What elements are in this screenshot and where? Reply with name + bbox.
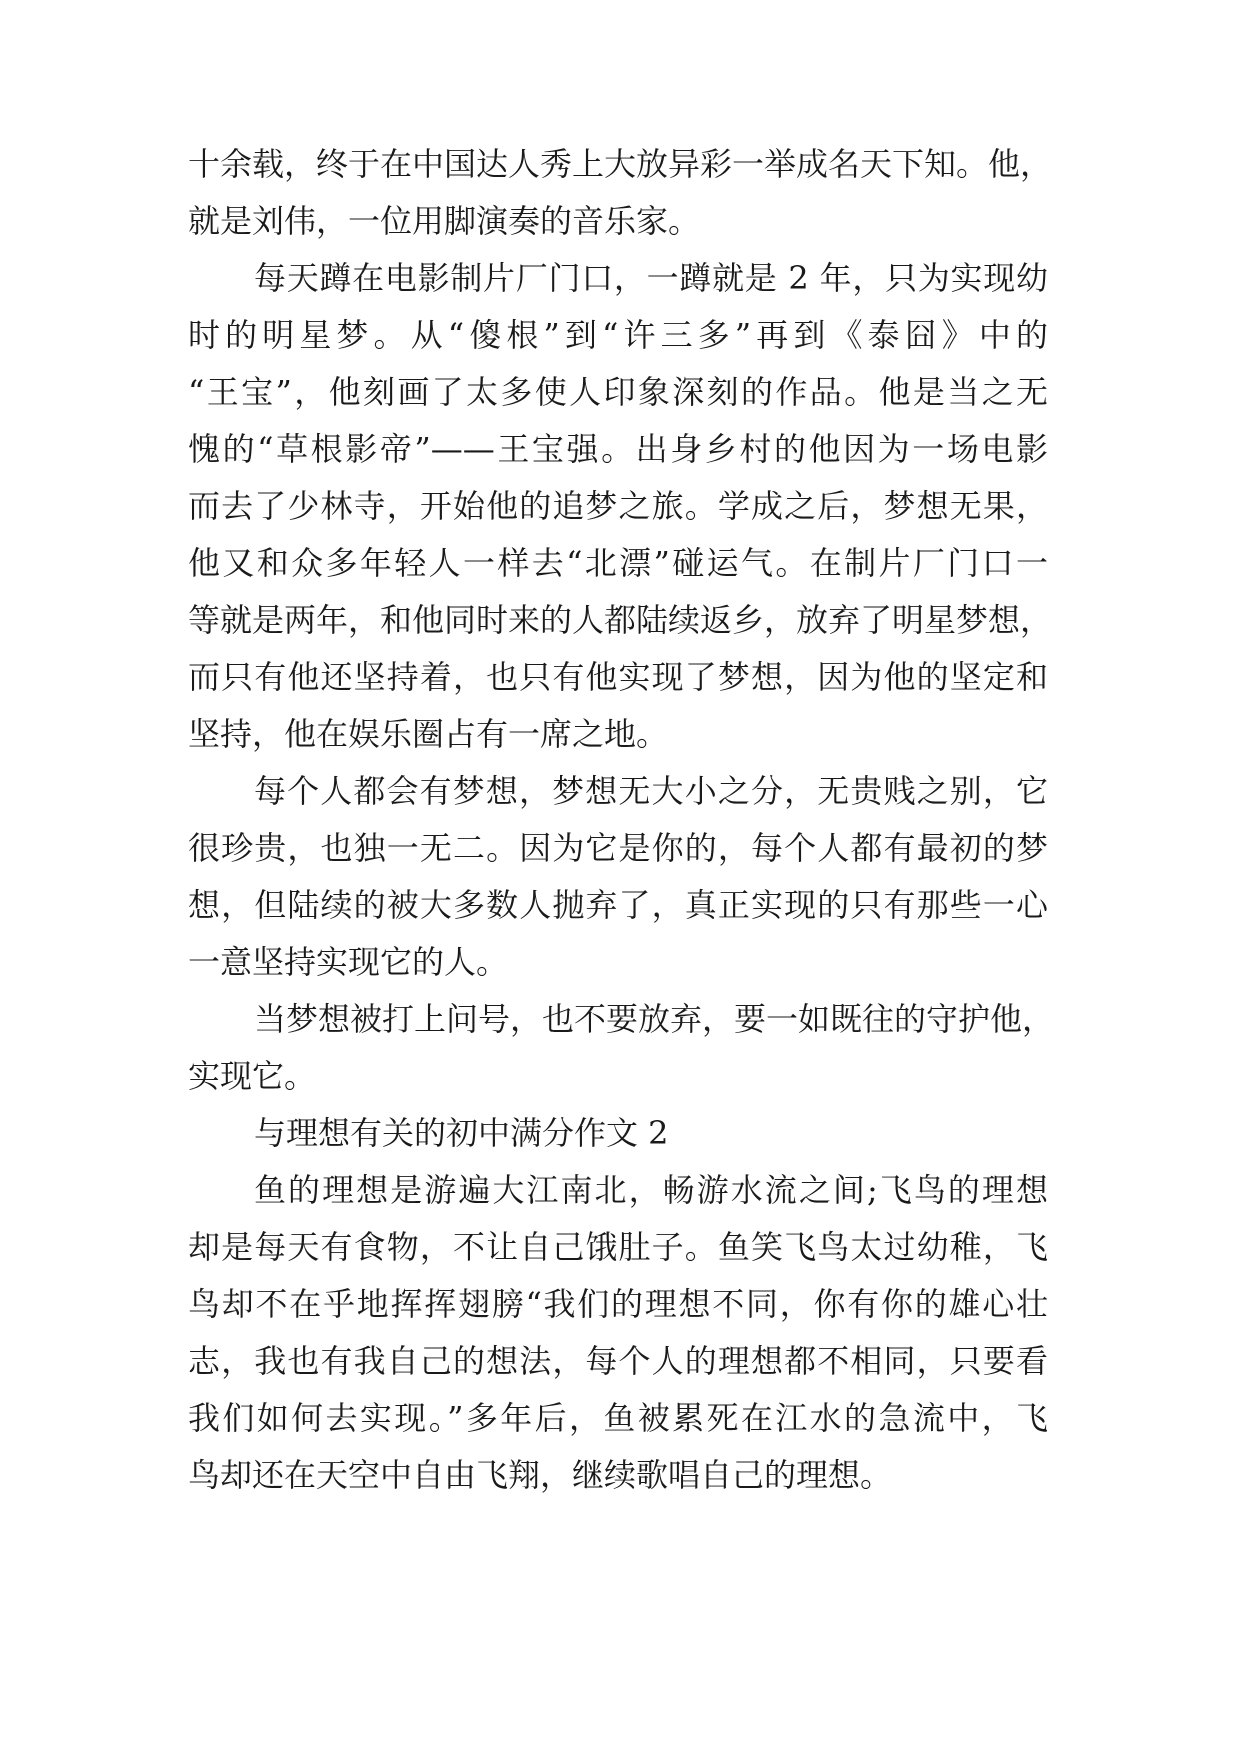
text-line: 每个人都会有梦想，梦想无大小之分，无贵贱之别，它 [254,772,1048,810]
text-line: 当梦想被打上问号，也不要放弃，要一如既往的守护他， [254,1000,1055,1038]
text-line: 我们如何去实现。”多年后，鱼被累死在江水的急流中，飞 [188,1399,1048,1437]
text-line: 愧的“草根影帝”——王宝强。出身乡村的他因为一场电影 [188,430,1048,468]
text-line: 坚持，他在娱乐圈占有一席之地。 [188,715,669,753]
text-line: 志，我也有我自己的想法，每个人的理想都不相同，只要看 [188,1342,1048,1380]
section-heading: 与理想有关的初中满分作文 2 [254,1114,669,1152]
text-line: 每天蹲在电影制片厂门口，一蹲就是 2 年，只为实现幼 [254,259,1048,297]
text-line: 却是每天有食物，不让自己饿肚子。鱼笑飞鸟太过幼稚，飞 [188,1228,1048,1266]
text-line: 就是刘伟，一位用脚演奏的音乐家。 [188,202,701,240]
text-line: 鸟却还在天空中自由飞翔，继续歌唱自己的理想。 [188,1456,893,1494]
text-line: 而去了少林寺，开始他的追梦之旅。学成之后，梦想无果， [188,487,1048,525]
text-line: 时的明星梦。从“傻根”到“许三多”再到《泰囧》中的 [188,316,1048,354]
text-line: 等就是两年，和他同时来的人都陆续返乡，放弃了明星梦想， [188,601,1053,639]
text-line: 实现它。 [188,1057,317,1095]
text-line: 很珍贵，也独一无二。因为它是你的，每个人都有最初的梦 [188,829,1048,867]
text-line: 鱼的理想是游遍大江南北，畅游水流之间;飞鸟的理想 [254,1171,1048,1209]
text-line: 他又和众多年轻人一样去“北漂”碰运气。在制片厂门口一 [188,544,1048,582]
text-line: 想，但陆续的被大多数人抛弃了，真正实现的只有那些一心 [188,886,1048,924]
text-line: 而只有他还坚持着，也只有他实现了梦想，因为他的坚定和 [188,658,1048,696]
text-line: 一意坚持实现它的人。 [188,943,509,981]
text-line: 十余载，终于在中国达人秀上大放异彩一举成名天下知。他， [188,145,1053,183]
text-line: 鸟却不在乎地挥挥翅膀“我们的理想不同，你有你的雄心壮 [188,1285,1048,1323]
text-line: “王宝”，他刻画了太多使人印象深刻的作品。他是当之无 [188,373,1048,411]
